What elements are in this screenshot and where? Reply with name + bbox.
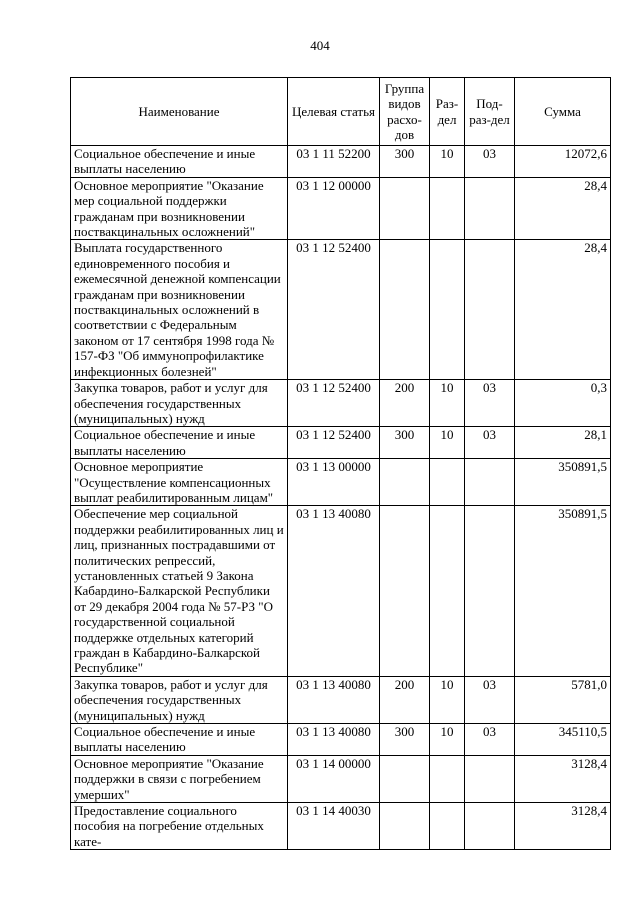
row-expense-group: 200 xyxy=(380,676,430,723)
row-expense-group xyxy=(380,177,430,240)
table-row xyxy=(71,146,611,178)
row-subsection xyxy=(465,506,515,676)
row-section: 10 xyxy=(430,380,465,427)
row-expense-group: 300 xyxy=(380,724,430,756)
row-expense-group xyxy=(380,755,430,802)
row-subsection xyxy=(465,240,515,380)
row-name: Основное мероприятие "Оказание мер социальной поддержки гражданам при возникновении поствакцинальных осложнений" xyxy=(71,177,288,240)
row-target-article: 03 1 12 52400 xyxy=(288,240,380,380)
page-number: 404 xyxy=(310,38,330,53)
row-expense-group xyxy=(380,240,430,380)
table-row xyxy=(71,724,611,756)
row-section: 10 xyxy=(430,427,465,459)
row-subsection: 03 xyxy=(465,146,515,178)
row-target-article: 03 1 13 40080 xyxy=(288,676,380,723)
row-sum: 345110,5 xyxy=(515,724,611,756)
row-sum: 5781,0 xyxy=(515,676,611,723)
row-name: Выплата государственного единовременного пособия и ежемесячной денежной компенсации гражданам при возникновении поствакцинальных осложнений в соответствии с Федеральным законом от 17 сентября 1998 года № 157-ФЗ "Об иммунопрофилактике инфекционных болезней" xyxy=(71,240,288,380)
row-sum: 3128,4 xyxy=(515,755,611,802)
row-target-article: 03 1 12 52400 xyxy=(288,380,380,427)
row-section xyxy=(430,177,465,240)
row-name: Основное мероприятие "Осуществление компенсационных выплат реабилитированным лицам" xyxy=(71,459,288,506)
row-subsection: 03 xyxy=(465,380,515,427)
row-sum: 350891,5 xyxy=(515,459,611,506)
row-name: Социальное обеспечение и иные выплаты населению xyxy=(71,724,288,756)
table-row xyxy=(71,427,611,459)
header-section: Раз-дел xyxy=(430,78,465,146)
row-name: Основное мероприятие "Оказание поддержки в связи с погребением умерших" xyxy=(71,755,288,802)
row-target-article: 03 1 13 40080 xyxy=(288,724,380,756)
table-row xyxy=(71,459,611,506)
row-subsection: 03 xyxy=(465,427,515,459)
row-section: 10 xyxy=(430,146,465,178)
row-section xyxy=(430,506,465,676)
row-sum: 28,4 xyxy=(515,177,611,240)
row-expense-group xyxy=(380,459,430,506)
row-section xyxy=(430,459,465,506)
row-sum: 28,1 xyxy=(515,427,611,459)
budget-table xyxy=(70,77,611,850)
row-name: Обеспечение мер социальной поддержки реабилитированных лиц и лиц, признанных пострадавшими от политических репрессий, установленных статьей 9 Закона Кабардино-Балкарской Республики от 29 декабря 2004 года № 57-РЗ "О государственной социальной поддержке отдельных категорий граждан в Кабардино-Балкарской Республике" xyxy=(71,506,288,676)
row-expense-group xyxy=(380,803,430,850)
row-subsection: 03 xyxy=(465,724,515,756)
row-target-article: 03 1 13 40080 xyxy=(288,506,380,676)
row-target-article: 03 1 12 00000 xyxy=(288,177,380,240)
row-name: Закупка товаров, работ и услуг для обеспечения государственных (муниципальных) нужд xyxy=(71,380,288,427)
row-sum: 0,3 xyxy=(515,380,611,427)
table-row xyxy=(71,676,611,723)
row-section: 10 xyxy=(430,724,465,756)
row-sum: 28,4 xyxy=(515,240,611,380)
header-sum: Сумма xyxy=(515,78,611,146)
row-target-article: 03 1 14 00000 xyxy=(288,755,380,802)
row-expense-group xyxy=(380,506,430,676)
row-target-article: 03 1 14 40030 xyxy=(288,803,380,850)
row-section xyxy=(430,803,465,850)
table-row xyxy=(71,506,611,676)
row-name: Социальное обеспечение и иные выплаты населению xyxy=(71,427,288,459)
header-target-article: Целевая статья xyxy=(288,78,380,146)
row-subsection: 03 xyxy=(465,676,515,723)
row-name: Социальное обеспечение и иные выплаты населению xyxy=(71,146,288,178)
row-section xyxy=(430,755,465,802)
row-name: Предоставление социального пособия на погребение отдельных кате- xyxy=(71,803,288,850)
row-section xyxy=(430,240,465,380)
row-expense-group: 300 xyxy=(380,146,430,178)
header-subsection: Под-раз-дел xyxy=(465,78,515,146)
table-row xyxy=(71,803,611,850)
row-sum: 350891,5 xyxy=(515,506,611,676)
row-target-article: 03 1 11 52200 xyxy=(288,146,380,178)
row-target-article: 03 1 12 52400 xyxy=(288,427,380,459)
table-header-row xyxy=(71,78,611,146)
row-subsection xyxy=(465,755,515,802)
row-section: 10 xyxy=(430,676,465,723)
row-expense-group: 200 xyxy=(380,380,430,427)
row-subsection xyxy=(465,177,515,240)
row-subsection xyxy=(465,459,515,506)
row-sum: 3128,4 xyxy=(515,803,611,850)
row-sum: 12072,6 xyxy=(515,146,611,178)
row-subsection xyxy=(465,803,515,850)
header-name: Наименование xyxy=(71,78,288,146)
header-expense-group: Группа видов расхо-дов xyxy=(380,78,430,146)
table-row xyxy=(71,755,611,802)
row-target-article: 03 1 13 00000 xyxy=(288,459,380,506)
table-row xyxy=(71,240,611,380)
table-row xyxy=(71,380,611,427)
row-name: Закупка товаров, работ и услуг для обеспечения государственных (муниципальных) нужд xyxy=(71,676,288,723)
table-row xyxy=(71,177,611,240)
row-expense-group: 300 xyxy=(380,427,430,459)
